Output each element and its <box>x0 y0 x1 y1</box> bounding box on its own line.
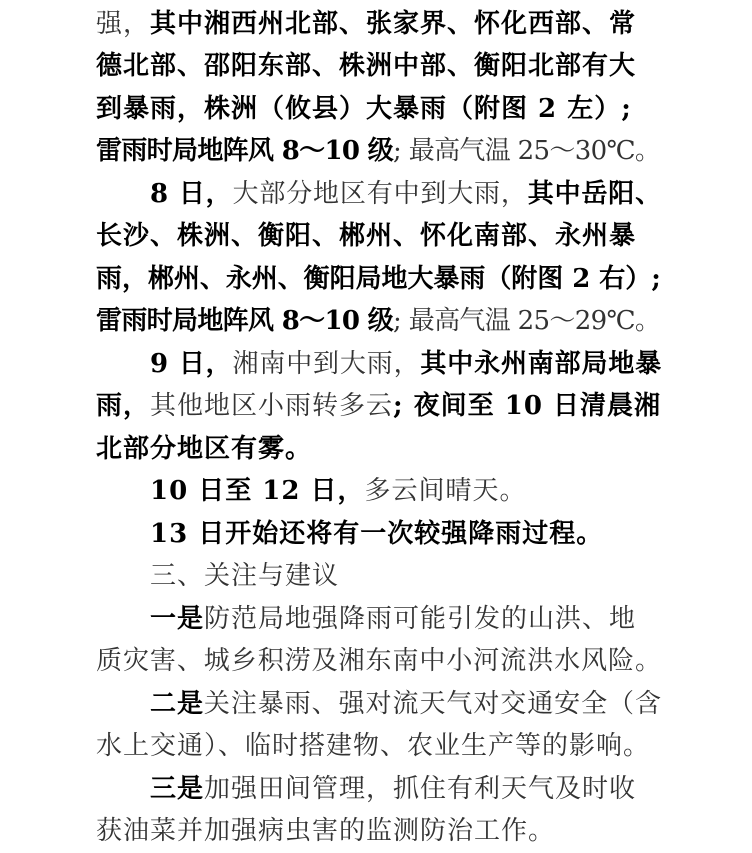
text-line <box>150 514 662 556</box>
text-line <box>96 386 662 428</box>
text-line <box>96 301 662 343</box>
text-line <box>96 726 662 768</box>
text-line <box>150 556 662 598</box>
text-line <box>150 769 662 811</box>
text-segment: 关注暴雨、强对流天气对交通安全（含 <box>203 689 662 719</box>
text-line <box>96 89 662 131</box>
text-segment: 大部分地区有中到大雨， <box>232 179 528 209</box>
bold-text-segment: 北部分地区有雾。 <box>96 434 313 464</box>
bold-text-segment: 德北部、邵阳东部、株洲中部、衡阳北部有大 <box>96 51 637 81</box>
bold-text-segment: 10 日至 12 日， <box>150 476 365 506</box>
text-line <box>150 599 662 641</box>
bold-text-segment: ; 夜间至 10 日清晨湘 <box>393 391 661 421</box>
text-line <box>150 684 662 726</box>
bold-text-segment: 其中湘西州北部、张家界、怀化西部、常 <box>150 9 637 39</box>
text-segment: ; 最高气温 25～30℃。 <box>393 136 661 166</box>
bold-text-segment: 其中永州南部局地暴 <box>420 349 663 379</box>
text-line <box>96 131 662 173</box>
text-segment: 获油菜并加强病虫害的监测防治工作。 <box>96 816 556 846</box>
text-segment: 强， <box>96 9 151 39</box>
bold-text-segment: 到暴雨，株洲（攸县）大暴雨（附图 2 左）; <box>96 94 632 124</box>
text-segment: 质灾害、城乡积涝及湘东南中小河流洪水风险。 <box>96 646 662 676</box>
bold-text-segment: 二是 <box>150 689 204 719</box>
bold-text-segment: 雷雨时局地阵风 8～10 级 <box>96 136 394 166</box>
bold-text-segment: 雷雨时局地阵风 8～10 级 <box>96 306 394 336</box>
bold-text-segment: 9 日， <box>150 349 233 379</box>
bold-text-segment: 13 日开始还将有一次较强降雨过程。 <box>150 519 604 549</box>
bold-text-segment: 8 日， <box>150 179 233 209</box>
text-line <box>96 259 662 301</box>
bold-text-segment: 雨， <box>96 391 151 421</box>
text-segment: ; 最高气温 25～29℃。 <box>393 306 661 336</box>
bold-text-segment: 其中岳阳、 <box>527 179 662 209</box>
text-line <box>96 216 662 258</box>
text-segment: 湘南中到大雨， <box>232 349 421 379</box>
bold-text-segment: 雨，郴州、永州、衡阳局地大暴雨（附图 2 右）; <box>96 264 661 294</box>
text-line <box>150 471 662 513</box>
text-line <box>150 344 662 386</box>
bold-text-segment: 三是 <box>150 774 205 804</box>
text-segment: 多云间晴天。 <box>364 476 527 506</box>
text-line <box>96 429 662 471</box>
text-segment: 加强田间管理，抓住有利天气及时收 <box>204 774 637 804</box>
text-segment: 水上交通）、临时搭建物、农业生产等的影响。 <box>96 731 651 761</box>
text-line <box>150 174 662 216</box>
bold-text-segment: 一是 <box>150 604 205 634</box>
text-line <box>96 641 662 683</box>
bold-text-segment: 长沙、株洲、衡阳、郴州、怀化南部、永州暴 <box>96 221 637 251</box>
text-line <box>96 46 662 88</box>
text-segment: 其他地区小雨转多云 <box>150 391 394 421</box>
text-segment: 三、关注与建议 <box>150 561 340 591</box>
text-line <box>96 4 662 46</box>
text-segment: 防范局地强降雨可能引发的山洪、地 <box>204 604 637 634</box>
